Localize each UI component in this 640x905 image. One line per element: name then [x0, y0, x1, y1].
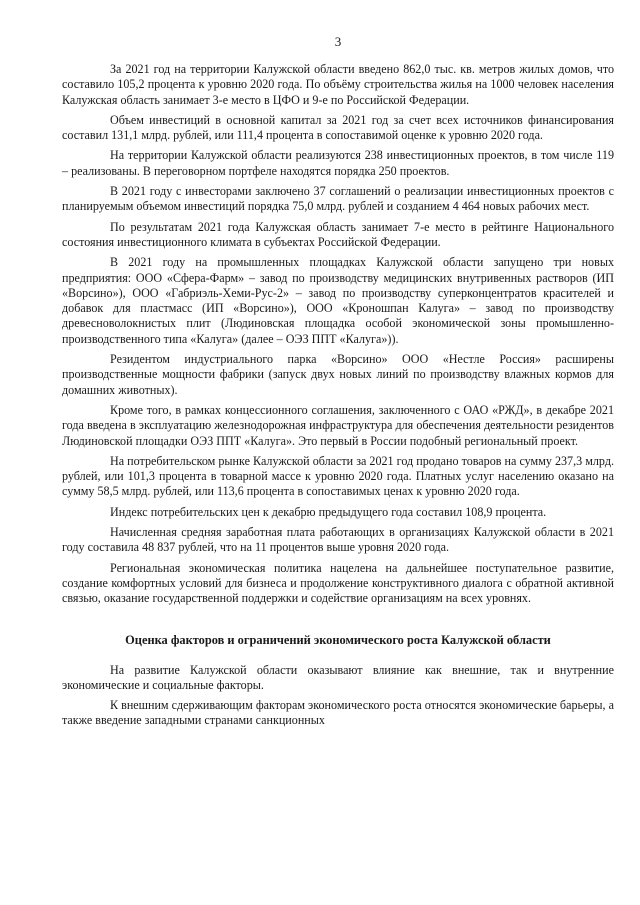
paragraph-external-factors: К внешним сдерживающим факторам экономического роста относятся экономические барьеры, а также введение западными странами санкционных: [62, 698, 614, 728]
paragraph-price-index: Индекс потребительских цен к декабрю предыдущего года составил 108,9 процента.: [110, 504, 547, 519]
section-heading: Оценка факторов и ограничений экономического роста Калужской области: [125, 632, 551, 647]
paragraph-salary: Начисленная средняя заработная плата работающих в организациях Калужской области в 2021 году составила 48 837 рублей, что на 11 процентов выше уровня 2020 года.: [62, 525, 614, 555]
paragraph-agreements: В 2021 году с инвесторами заключено 37 соглашений о реализации инвестиционных проектов с планируемым объемом инвестиций порядка 75,0 млрд. рублей и созданием 4 464 новых рабочих мест.: [62, 184, 614, 214]
paragraph-railway: Кроме того, в рамках концессионного соглашения, заключенного с ОАО «РЖД», в декабре 2021 года введена в эксплуатацию железнодорожная инфраструктура для обеспечения деятельности резидентов Людиновской площадки ОЭЗ ППТ «Калуга». Это первый в России подобный региональный проект.: [62, 402, 614, 448]
paragraph-housing: За 2021 год на территории Калужской области введено 862,0 тыс. кв. метров жилых домов, что составило 105,2 процента к уровню 2020 года. По объёму строительства жилья на 1000 человек населения Калужская область занимает 3-е место в ЦФО и 9-е по Российской Федерации.: [62, 62, 614, 107]
paragraph-rating: По результатам 2021 года Калужская область занимает 7-е место в рейтинге Национального состояния инвестиционного климата в субъектах Российской Федерации.: [62, 219, 614, 249]
paragraph-investment-projects: На территории Калужской области реализуются 238 инвестиционных проектов, в том числе 119 – реализованы. В переговорном портфеле находятся порядка 250 проектов.: [62, 148, 614, 178]
paragraph-investment-volume: Объем инвестиций в основной капитал за 2021 год за счет всех источников финансирования составил 131,1 млрд. рублей, или 111,4 процента в сопоставимой оценке к уровню 2020 года.: [62, 112, 614, 143]
paragraph-consumer-market: На потребительском рынке Калужской области за 2021 год продано товаров на сумму 237,3 млрд. рублей, или 101,3 процента в товарной массе к уровню 2020 года. Платных услуг населению оказано на сумму 58,5 млрд. рублей, или 113,6 процента в сопоставимых ценах к уровню 2020 года.: [62, 453, 614, 499]
page-number: 3: [334, 34, 342, 49]
paragraph-policy: Региональная экономическая политика нацелена на дальнейшее поступательное развитие, создание комфортных условий для бизнеса и продолжение конструктивного диалога с обратной активной связью, оказание государственной поддержки и содействие организациям на всех уровнях.: [62, 560, 614, 606]
paragraph-nestle: Резидентом индустриального парка «Ворсино» ООО «Нестле Россия» расширены производственные мощности фабрики (запуск двух новых линий по производству влажных кормов для домашних животных).: [62, 352, 614, 397]
document-body: [62, 62, 614, 729]
paragraph-factors: На развитие Калужской области оказывают влияние как внешние, так и внутренние экономические и социальные факторы.: [62, 662, 614, 692]
paragraph-new-enterprises: В 2021 году на промышленных площадках Калужской области запущено три новых предприятия: ООО «Сфера-Фарм» – завод по производству медицинских внутривенных растворов (ИП «Ворсино»), ООО «Габриэль-Хеми-Рус-2» – завод по производству суперконцентратов красителей и добавок для пластмасс (ИП «Ворсино»), ООО «Кроношпан Калуга» – завод по производству древесноволокнистых плит (Людиновская площадка особой экономической зоны промышленно-производственного типа «Калуга» (далее – ОЭЗ ППТ «Калуга»)).: [62, 255, 614, 346]
